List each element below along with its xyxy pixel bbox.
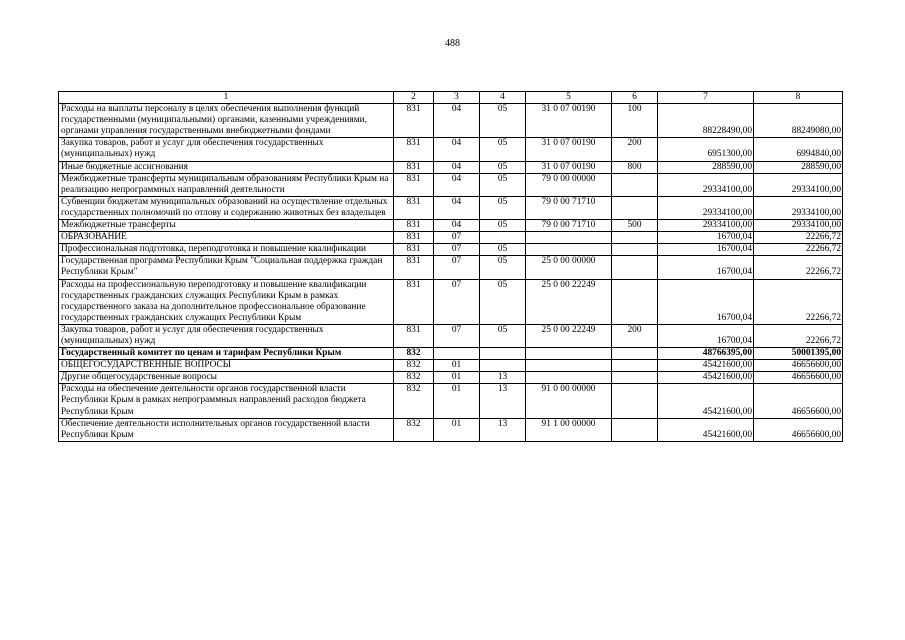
amount-1-cell: 29334100,00	[658, 220, 754, 232]
code-cell: 831	[394, 220, 434, 232]
section-cell: 01	[434, 372, 480, 384]
expense-type-cell	[612, 196, 658, 219]
row-name-cell: ОБЩЕГОСУДАРСТВЕННЫЕ ВОПРОСЫ	[59, 360, 394, 372]
amount-2-cell: 46656600,00	[754, 384, 843, 418]
target-article-cell	[526, 232, 612, 244]
header-cell: 5	[526, 92, 612, 104]
amount-2-cell: 46656600,00	[754, 418, 843, 441]
subsection-cell	[480, 360, 526, 372]
row-name-cell: Межбюджетные трансферты муниципальным образованиям Республики Крым на реализацию непрограммных направлений деятельности	[59, 173, 394, 196]
amount-2-cell: 50001395,00	[754, 348, 843, 360]
expense-type-cell: 200	[612, 324, 658, 347]
target-article-cell	[526, 360, 612, 372]
subsection-cell: 05	[480, 220, 526, 232]
amount-1-cell: 16700,04	[658, 324, 754, 347]
expense-type-cell	[612, 360, 658, 372]
subsection-cell: 05	[480, 138, 526, 161]
section-cell: 01	[434, 384, 480, 418]
target-article-cell: 31 0 07 00190	[526, 161, 612, 173]
row-name-cell: Расходы на обеспечение деятельности органов государственной власти Республики Крым в рамках непрограммных направлений расходов бюджета Республики Крым	[59, 384, 394, 418]
section-cell: 04	[434, 220, 480, 232]
amount-1-cell: 16700,04	[658, 244, 754, 256]
table-row	[59, 104, 843, 138]
table-row	[59, 324, 843, 347]
table-row	[59, 138, 843, 161]
expense-type-cell	[612, 384, 658, 418]
row-name-cell: Межбюджетные трансферты	[59, 220, 394, 232]
table-row	[59, 279, 843, 324]
code-cell: 832	[394, 348, 434, 360]
expense-type-cell: 100	[612, 104, 658, 138]
amount-1-cell: 29334100,00	[658, 196, 754, 219]
subsection-cell	[480, 232, 526, 244]
target-article-cell: 79 0 00 00000	[526, 173, 612, 196]
row-name-cell: Иные бюджетные ассигнования	[59, 161, 394, 173]
amount-2-cell: 22266,72	[754, 232, 843, 244]
amount-2-cell: 29334100,00	[754, 196, 843, 219]
code-cell: 831	[394, 161, 434, 173]
amount-1-cell: 88228490,00	[658, 104, 754, 138]
section-cell: 04	[434, 138, 480, 161]
header-row	[59, 92, 843, 104]
target-article-cell: 25 0 00 22249	[526, 279, 612, 324]
row-name-cell: Профессиональная подготовка, переподготовка и повышение квалификации	[59, 244, 394, 256]
code-cell: 831	[394, 196, 434, 219]
header-cell: 8	[754, 92, 843, 104]
expense-type-cell	[612, 418, 658, 441]
table-row	[59, 384, 843, 418]
amount-2-cell: 46656600,00	[754, 360, 843, 372]
subsection-cell: 05	[480, 173, 526, 196]
code-cell: 831	[394, 279, 434, 324]
table-row	[59, 348, 843, 360]
amount-1-cell: 48766395,00	[658, 348, 754, 360]
target-article-cell: 25 0 00 22249	[526, 324, 612, 347]
amount-2-cell: 6994840,00	[754, 138, 843, 161]
subsection-cell: 05	[480, 244, 526, 256]
target-article-cell: 91 0 00 00000	[526, 384, 612, 418]
expense-type-cell	[612, 173, 658, 196]
target-article-cell	[526, 244, 612, 256]
table-row	[59, 173, 843, 196]
table-row	[59, 360, 843, 372]
header-cell: 3	[434, 92, 480, 104]
code-cell: 831	[394, 138, 434, 161]
target-article-cell: 31 0 07 00190	[526, 104, 612, 138]
row-name-cell: Государственная программа Республики Крым "Социальная поддержка граждан Республики Крым"	[59, 256, 394, 279]
amount-2-cell: 22266,72	[754, 244, 843, 256]
code-cell: 831	[394, 256, 434, 279]
section-cell: 01	[434, 418, 480, 441]
code-cell: 831	[394, 232, 434, 244]
section-cell: 07	[434, 232, 480, 244]
amount-2-cell: 29334100,00	[754, 173, 843, 196]
section-cell: 04	[434, 161, 480, 173]
subsection-cell: 05	[480, 196, 526, 219]
amount-2-cell: 288590,00	[754, 161, 843, 173]
subsection-cell: 13	[480, 418, 526, 441]
code-cell: 832	[394, 360, 434, 372]
row-name-cell: Расходы на профессиональную переподготовку и повышение квалификации государственных гражданских служащих Республики Крым в рамках государственного заказа на дополнительное профессиональное образование государственных гражданских служащих Республики Крым	[59, 279, 394, 324]
target-article-cell: 79 0 00 71710	[526, 220, 612, 232]
section-cell: 04	[434, 173, 480, 196]
amount-1-cell: 45421600,00	[658, 360, 754, 372]
expense-type-cell	[612, 372, 658, 384]
header-cell: 4	[480, 92, 526, 104]
section-cell: 04	[434, 104, 480, 138]
target-article-cell	[526, 348, 612, 360]
subsection-cell: 05	[480, 161, 526, 173]
section-cell: 04	[434, 196, 480, 219]
amount-1-cell: 45421600,00	[658, 384, 754, 418]
table-row	[59, 161, 843, 173]
expense-type-cell	[612, 232, 658, 244]
amount-1-cell: 45421600,00	[658, 372, 754, 384]
section-cell: 01	[434, 360, 480, 372]
header-cell: 6	[612, 92, 658, 104]
amount-1-cell: 16700,04	[658, 232, 754, 244]
row-name-cell: ОБРАЗОВАНИЕ	[59, 232, 394, 244]
row-name-cell: Расходы на выплаты персоналу в целях обеспечения выполнения функций государственными (муниципальными) органами, казенными учреждениями, органами управления государственными внебюджетными фондами	[59, 104, 394, 138]
row-name-cell: Субвенции бюджетам муниципальных образований на осуществление отдельных государственных полномочий по отлову и содержанию животных без владельцев	[59, 196, 394, 219]
amount-1-cell: 288590,00	[658, 161, 754, 173]
amount-2-cell: 29334100,00	[754, 220, 843, 232]
code-cell: 831	[394, 244, 434, 256]
amount-2-cell: 22266,72	[754, 256, 843, 279]
subsection-cell	[480, 348, 526, 360]
table-row	[59, 196, 843, 219]
table-row	[59, 244, 843, 256]
amount-2-cell: 22266,72	[754, 324, 843, 347]
amount-1-cell: 29334100,00	[658, 173, 754, 196]
target-article-cell: 79 0 00 71710	[526, 196, 612, 219]
code-cell: 831	[394, 104, 434, 138]
row-name-cell: Закупка товаров, работ и услуг для обеспечения государственных (муниципальных) нужд	[59, 324, 394, 347]
code-cell: 832	[394, 418, 434, 441]
table-row	[59, 372, 843, 384]
subsection-cell: 05	[480, 279, 526, 324]
header-cell: 2	[394, 92, 434, 104]
table-row	[59, 418, 843, 441]
amount-2-cell: 88249080,00	[754, 104, 843, 138]
amount-1-cell: 45421600,00	[658, 418, 754, 441]
expense-type-cell: 500	[612, 220, 658, 232]
subsection-cell: 13	[480, 384, 526, 418]
section-cell	[434, 348, 480, 360]
subsection-cell: 13	[480, 372, 526, 384]
header-cell: 1	[59, 92, 394, 104]
section-cell: 07	[434, 324, 480, 347]
code-cell: 831	[394, 324, 434, 347]
table-row	[59, 220, 843, 232]
target-article-cell	[526, 372, 612, 384]
expense-type-cell	[612, 279, 658, 324]
amount-1-cell: 16700,04	[658, 279, 754, 324]
section-cell: 07	[434, 279, 480, 324]
target-article-cell: 91 1 00 00000	[526, 418, 612, 441]
subsection-cell: 05	[480, 324, 526, 347]
table-row	[59, 232, 843, 244]
header-cell: 7	[658, 92, 754, 104]
code-cell: 832	[394, 384, 434, 418]
expense-type-cell: 800	[612, 161, 658, 173]
row-name-cell: Закупка товаров, работ и услуг для обеспечения государственных (муниципальных) нужд	[59, 138, 394, 161]
section-cell: 07	[434, 244, 480, 256]
target-article-cell: 31 0 07 00190	[526, 138, 612, 161]
code-cell: 832	[394, 372, 434, 384]
amount-1-cell: 6951300,00	[658, 138, 754, 161]
row-name-cell: Другие общегосударственные вопросы	[59, 372, 394, 384]
amount-2-cell: 46656600,00	[754, 372, 843, 384]
subsection-cell: 05	[480, 104, 526, 138]
amount-1-cell: 16700,04	[658, 256, 754, 279]
expense-type-cell	[612, 244, 658, 256]
expense-type-cell	[612, 256, 658, 279]
table-row	[59, 256, 843, 279]
budget-table	[58, 91, 843, 442]
row-name-cell: Обеспечение деятельности исполнительных органов государственной власти Республики Крым	[59, 418, 394, 441]
code-cell: 831	[394, 173, 434, 196]
section-cell: 07	[434, 256, 480, 279]
page-number: 488	[445, 38, 460, 49]
amount-2-cell: 22266,72	[754, 279, 843, 324]
expense-type-cell	[612, 348, 658, 360]
subsection-cell: 05	[480, 256, 526, 279]
table-body	[59, 104, 843, 442]
row-name-cell: Государственный комитет по ценам и тарифам Республики Крым	[59, 348, 394, 360]
expense-type-cell: 200	[612, 138, 658, 161]
target-article-cell: 25 0 00 00000	[526, 256, 612, 279]
